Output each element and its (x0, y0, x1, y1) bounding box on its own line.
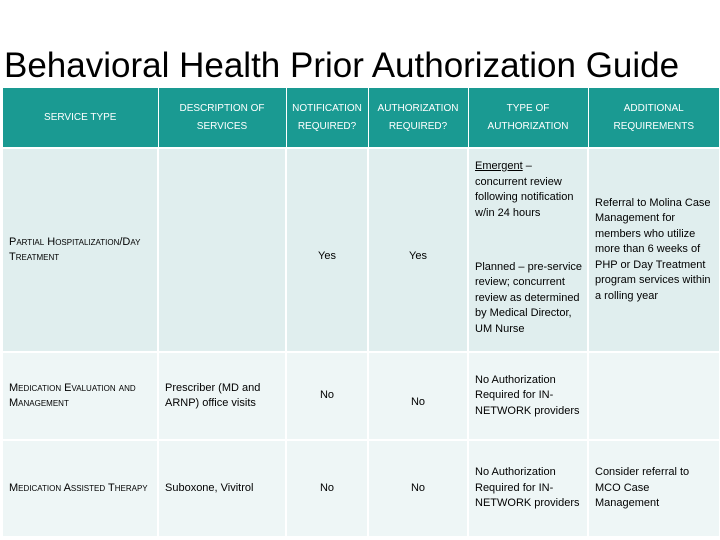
header-notification: NOTIFICATION REQUIRED? (286, 88, 368, 148)
cell-description: Suboxone, Vivitrol (158, 440, 286, 536)
cell-notification: No (286, 352, 368, 440)
emergent-review-text (475, 159, 583, 221)
cell-type-of-authorization: No Authorization Required for IN-NETWORK providers (468, 352, 588, 440)
header-authorization: AUTHORIZATION REQUIRED? (368, 88, 468, 148)
cell-description: Prescriber (MD and ARNP) office visits (158, 352, 286, 440)
authorization-table (3, 88, 719, 536)
cell-notification: No (286, 440, 368, 536)
emergent-label: Emergent (475, 160, 523, 172)
table-row (3, 148, 719, 352)
cell-authorization: No (368, 440, 468, 536)
cell-additional-requirements (588, 352, 719, 440)
cell-authorization: Yes (368, 148, 468, 352)
page-title: Behavioral Health Prior Authorization Guide (4, 46, 680, 85)
cell-description (158, 148, 286, 352)
table-header-row (3, 88, 719, 148)
cell-service-type: Medication Evaluation and Management (3, 352, 158, 440)
table-row (3, 352, 719, 440)
cell-service-type: Medication Assisted Therapy (3, 440, 158, 536)
planned-review-text: Planned – pre-service review; concurrent review as determined by Medical Director, UM Nurse (475, 260, 583, 335)
header-service-type: SERVICE TYPE (3, 88, 158, 148)
cell-authorization: No (368, 352, 468, 440)
header-type-of-authorization: TYPE OF AUTHORIZATION (468, 88, 588, 148)
table-row (3, 440, 719, 536)
cell-additional-requirements: Referral to Molina Case Management for members who utilize more than 6 weeks of PHP or Day Treatment program services within a rolling year (588, 148, 719, 352)
header-description: DESCRIPTION OF SERVICES (158, 88, 286, 148)
emergent-detail: – concurrent review following notification w/in 24 hours (475, 160, 574, 219)
cell-type-of-authorization: No Authorization Required for IN-NETWORK providers (468, 440, 588, 536)
cell-notification: Yes (286, 148, 368, 352)
cell-additional-requirements: Consider referral to MCO Case Management (588, 440, 719, 536)
header-additional-requirements: ADDITIONAL REQUIREMENTS (588, 88, 719, 148)
cell-type-of-authorization (468, 148, 588, 352)
cell-service-type: Partial Hospitalization/Day Treatment (3, 148, 158, 352)
